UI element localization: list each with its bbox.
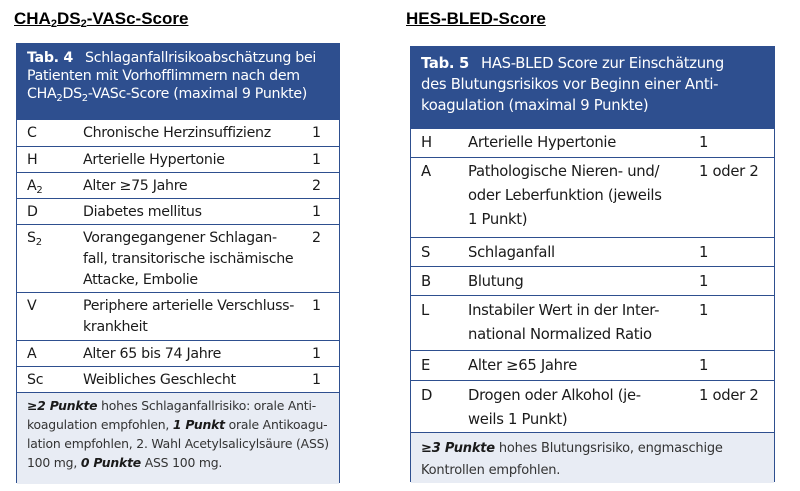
row-letter-text: V [27,298,37,314]
table-rows [17,120,339,393]
table-title-line [421,53,768,74]
heading-sub: 2 [80,18,87,30]
row-points: 1 oder 2 [699,387,759,404]
row-letter-text: H [27,152,38,168]
table-row [17,293,339,341]
table-row [411,296,774,351]
row-points: 1 [699,244,709,261]
footnote-emphasis: 1 Punkt [172,417,225,432]
row-letter: H [421,134,432,151]
row-description-line: weils 1 Punkt) [468,411,568,428]
footnote-text: orale Antikoagu- [224,417,328,432]
row-letter [27,203,38,221]
row-description: Schlaganfall [468,244,555,261]
row-letter [27,345,36,363]
row-points: 1 [312,372,321,388]
table-title-text: -VASc-Score (maximal 9 Punkte) [87,86,308,102]
cha2ds2-vasc-table [16,43,340,483]
row-points: 1 [699,273,709,290]
row-points: 2 [312,178,321,194]
row-description: Blutung [468,273,524,290]
row-points: 1 [699,357,709,374]
row-description: Alter ≥65 Jahre [468,357,578,374]
table-row [411,158,774,238]
row-description: Diabetes mellitus [83,204,202,220]
row-points: 2 [312,230,321,246]
row-points: 1 [312,298,321,314]
footnote-text: koagulation empfohlen, [27,417,173,432]
row-points: 1 [312,346,321,362]
row-letter-text: D [27,204,38,220]
row-letter [27,177,42,200]
row-description-line: Attacke, Embolie [83,272,198,288]
heading-part: DS [56,9,81,28]
row-letter: S [421,244,431,261]
footnote-line [421,460,768,482]
footnote-text: 100 mg, [27,455,81,470]
row-letter-sub: 2 [36,185,43,196]
row-description: Alter ≥75 Jahre [83,178,188,194]
table-row [411,238,774,267]
row-description-line: Drogen oder Alkohol (je- [468,387,641,404]
footnote-text: hohes Schlaganfallrisiko: orale Anti- [97,398,316,413]
row-letter-text: S [27,230,36,246]
row-description [83,297,294,336]
table-number: Tab. 5 [421,55,470,72]
row-letter-text: C [27,125,37,141]
footnote-text: lation empfohlen, 2. Wahl Acetylsalicylsäure (ASS) [27,436,329,451]
row-letter: L [421,302,429,319]
row-description-line: oder Leberfunktion (jeweils [468,187,662,204]
row-description-line: 1 Punkt) [468,211,528,228]
table-footnote [411,433,774,483]
table-row [17,341,339,367]
row-description [83,229,293,289]
row-letter-text: A [27,178,37,194]
table-row [411,267,774,296]
row-letter-sub: 2 [35,237,42,248]
table-title-text: DS [62,86,82,102]
row-description [468,300,659,346]
footnote-line [27,453,333,472]
table-title-sub: 2 [56,93,63,104]
row-description: Arterielle Hypertonie [83,152,225,168]
footnote-line [27,415,333,434]
table-title-text: CHA [27,86,57,102]
table-rows [411,129,774,433]
footnote-line [27,396,333,415]
row-letter [27,297,36,315]
table-title-text: Schlaganfallrisikoabschätzung bei [84,50,317,66]
row-letter: E [421,357,431,374]
row-description-line: national Normalized Ratio [468,326,652,343]
row-letter [27,151,37,169]
row-points: 1 [699,302,709,319]
row-letter: D [421,387,433,404]
table-row [17,367,339,393]
heading-part: CHA [14,9,51,28]
row-letter [27,229,42,252]
has-bled-table [410,46,775,482]
table-title-text: HAS-BLED Score zur Einschätzung [481,55,724,72]
row-points: 1 [312,204,321,220]
table-title-sub: 2 [81,93,88,104]
footnote-line [27,434,333,453]
footnote-line [421,438,768,460]
table-title-line [27,49,333,67]
row-description: Weibliches Geschlecht [83,372,236,388]
row-letter [27,124,37,142]
row-description [468,385,641,431]
table-row [17,147,339,173]
row-description-line: Instabiler Wert in der Inter- [468,302,660,319]
heading-part: -VASc-Score [86,9,189,28]
footnote-emphasis: ≥2 Punkte [27,398,98,413]
table-header [17,44,339,120]
row-points: 1 [699,134,709,151]
table-title-line: Patienten mit Vorhofflimmern nach dem [27,68,300,84]
row-description [468,161,662,231]
table-row [17,199,339,225]
footnote-text: Kontrollen empfohlen. [421,463,561,478]
table-row [411,351,774,381]
row-points: 1 [312,125,321,141]
row-description: Alter 65 bis 74 Jahre [83,346,222,362]
table-row [17,120,339,147]
row-letter: A [421,163,431,180]
row-description-line: Pathologische Nieren- und/ [468,163,660,180]
table-header [411,47,774,129]
footnote-emphasis: ≥3 Punkte [421,441,495,456]
table-title-line [27,85,333,108]
row-letter-text: A [27,346,37,362]
row-points: 1 oder 2 [699,163,759,180]
row-letter-text: Sc [27,372,44,388]
has-bled-heading: HES-BLED-Score [406,9,546,28]
table-title-line: koagulation (maximal 9 Punkte) [421,97,649,114]
row-description: Chronische Herzinsuffizienz [83,125,271,141]
cha2ds2-vasc-heading [14,9,188,30]
row-description-line: fall, transitorische ischämische [83,251,294,267]
row-description-line: Periphere arterielle Verschluss- [83,298,295,314]
table-row [17,173,339,199]
table-row [17,225,339,293]
row-letter [27,371,43,389]
table-footnote [17,393,339,484]
heading-sub: 2 [50,18,57,30]
row-description-line: Vorangegangener Schlagan- [83,230,277,246]
table-number: Tab. 4 [27,50,73,66]
table-title-line: des Blutungsrisikos vor Beginn einer Anti- [421,76,719,93]
table-row [411,381,774,433]
footnote-text: ASS 100 mg. [141,455,223,470]
footnote-emphasis: 0 Punkte [80,455,141,470]
row-description: Arterielle Hypertonie [468,134,617,151]
row-letter: B [421,273,431,290]
table-row [411,129,774,158]
row-points: 1 [312,152,321,168]
footnote-text: hohes Blutungsrisiko, engmaschige [494,441,723,456]
row-description-line: krankheit [83,319,148,335]
